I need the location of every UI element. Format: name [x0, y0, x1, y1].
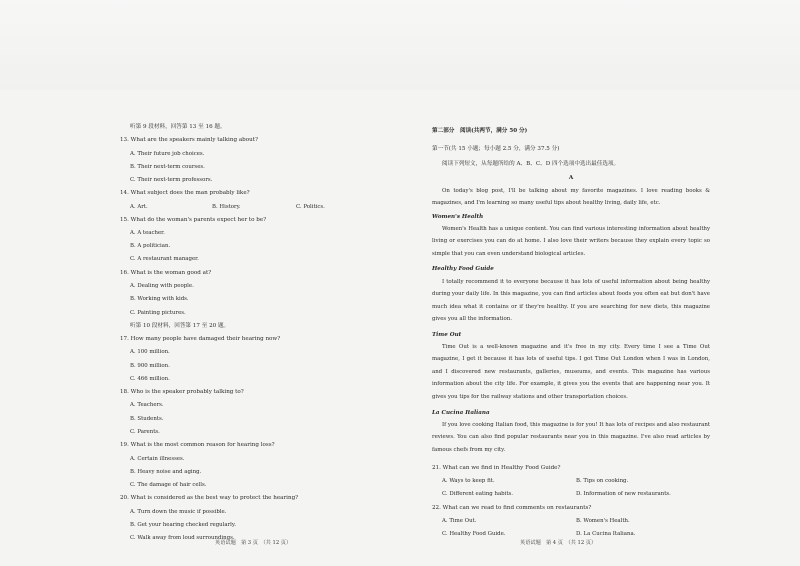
q20-option-c: C. Walk away from loud surroundings.	[130, 535, 235, 541]
left-page-footer: 英语试题 第 3 页 （共 12 页）	[215, 540, 292, 546]
question-20: 20. What is considered as the best way to protect the hearing?	[120, 495, 299, 501]
q20-option-b: B. Get your hearing checked regularly.	[130, 522, 236, 528]
q17-option-a: A. 100 million.	[130, 349, 170, 355]
q19-option-c: C. The damage of hair cells.	[130, 482, 207, 488]
paragraph-la-cucina-italiana: If you love cooking Italian food, this magazine is for you! It has lots of recipes and also restaurant reviews. You can also find popular restaurants near you in this magazine. I've also read articles by famous chefs from my city.	[432, 422, 710, 453]
q14-option-c: C. Politics.	[296, 204, 325, 210]
q22-option-a: A. Time Out.	[442, 518, 477, 524]
reading-instruction: 阅读下列短文，从每题所给的 A、B、C、D 四个选项中选出最佳选项。	[442, 161, 620, 167]
q13-option-c: C. Their next-term professors.	[130, 177, 213, 183]
heading-la-cucina-italiana: La Cucina Italiana	[432, 410, 490, 416]
question-15: 15. What do the woman's parents expect her to be?	[120, 217, 267, 223]
question-18: 18. Who is the speaker probably talking to?	[120, 389, 244, 395]
q19-option-a: A. Certain illnesses.	[130, 456, 185, 462]
q14-option-b: B. History.	[212, 204, 241, 210]
listening-instruction-10: 听第 10 段材料，回答第 17 至 20 题。	[130, 323, 230, 329]
q18-option-b: B. Students.	[130, 416, 164, 422]
q17-option-c: C. 466 million.	[130, 376, 170, 382]
q22-option-b: B. Women's Health.	[576, 518, 630, 524]
scan-top-margin	[0, 0, 800, 90]
q16-option-c: C. Painting pictures.	[130, 310, 186, 316]
q22-option-c: C. Healthy Food Guide.	[442, 531, 506, 537]
question-16: 16. What is the woman good at?	[120, 270, 212, 276]
passage-label: A	[568, 175, 574, 181]
q13-option-b: B. Their next-term courses.	[130, 164, 205, 170]
q18-option-c: C. Parents.	[130, 429, 160, 435]
heading-womens-health: Women's Health	[432, 214, 484, 220]
q13-option-a: A. Their future job choices.	[130, 151, 205, 157]
q18-option-a: A. Teachers.	[130, 402, 164, 408]
question-21: 21. What can we find in Healthy Food Guide?	[432, 465, 561, 471]
paragraph-healthy-food-guide: I totally recommend it to everyone because it has lots of useful information about being healthy during your daily life. In this magazine, you can find articles about foods you often eat but don't have much idea what it contains or if they're healthy. If you are searching for new diets, this magazine gives you all the information.	[432, 279, 710, 323]
q17-option-b: B. 900 million.	[130, 363, 170, 369]
q22-option-d: D. La Cucina Italiana.	[576, 531, 636, 537]
question-13: 13. What are the speakers mainly talking about?	[120, 137, 258, 143]
q15-option-b: B. A politician.	[130, 243, 171, 249]
listening-instruction-9: 听第 9 段材料，回答第 13 至 16 题。	[130, 124, 226, 130]
q19-option-b: B. Heavy noise and aging.	[130, 469, 202, 475]
q20-option-a: A. Turn down the music if possible.	[130, 509, 227, 515]
reading-section-title: 第二部分 阅读(共两节，满分 50 分)	[432, 128, 528, 134]
heading-time-out: Time Out	[432, 332, 462, 338]
q21-option-b: B. Tips on cooking.	[576, 478, 629, 484]
question-14: 14. What subject does the man probably like?	[120, 190, 250, 196]
q16-option-b: B. Working with kids.	[130, 296, 189, 302]
paragraph-womens-health: Women's Health has a unique content. You can find various interesting information about healthy living or exercises you can do at home. I also love their writers because they explain every topic so simple that you can even understand biological articles.	[432, 226, 710, 257]
question-22: 22. What can we read to find comments on restaurants?	[432, 505, 592, 511]
q16-option-a: A. Dealing with people.	[130, 283, 194, 289]
q15-option-c: C. A restaurant manager.	[130, 256, 199, 262]
q21-option-d: D. Information of new restaurants.	[576, 491, 671, 497]
heading-healthy-food-guide: Healthy Food Guide	[432, 266, 494, 272]
reading-part-title: 第一节(共 15 小题；每小题 2.5 分，满分 37.5 分)	[432, 146, 560, 152]
q21-option-c: C. Different eating habits.	[442, 491, 513, 497]
q21-option-a: A. Ways to keep fit.	[442, 478, 495, 484]
paragraph-time-out: Time Out is a well-known magazine and it's free in my city. Every time I see a Time Out magazine, I get it because it has lots of useful tips. I got Time Out London when I was in London, and I discovered new restaurants, galleries, museums, and events. This magazine has various information about the city life. For example, it gives you the events that are happening near you. It gives you tips for the railway stations and other transportation choices.	[432, 344, 710, 400]
question-17: 17. How many people have damaged their hearing now?	[120, 336, 281, 342]
intro-paragraph: On today's blog post, I'll be talking about my favorite magazines. I love reading books & magazines, and I'm learning so many useful tips about healthy living, daily life, etc.	[432, 188, 710, 207]
right-page-footer: 英语试题 第 4 页 （共 12 页）	[520, 540, 597, 546]
q15-option-a: A. A teacher.	[130, 230, 165, 236]
question-19: 19. What is the most common reason for hearing loss?	[120, 442, 275, 448]
q14-option-a: A. Art.	[130, 204, 148, 210]
